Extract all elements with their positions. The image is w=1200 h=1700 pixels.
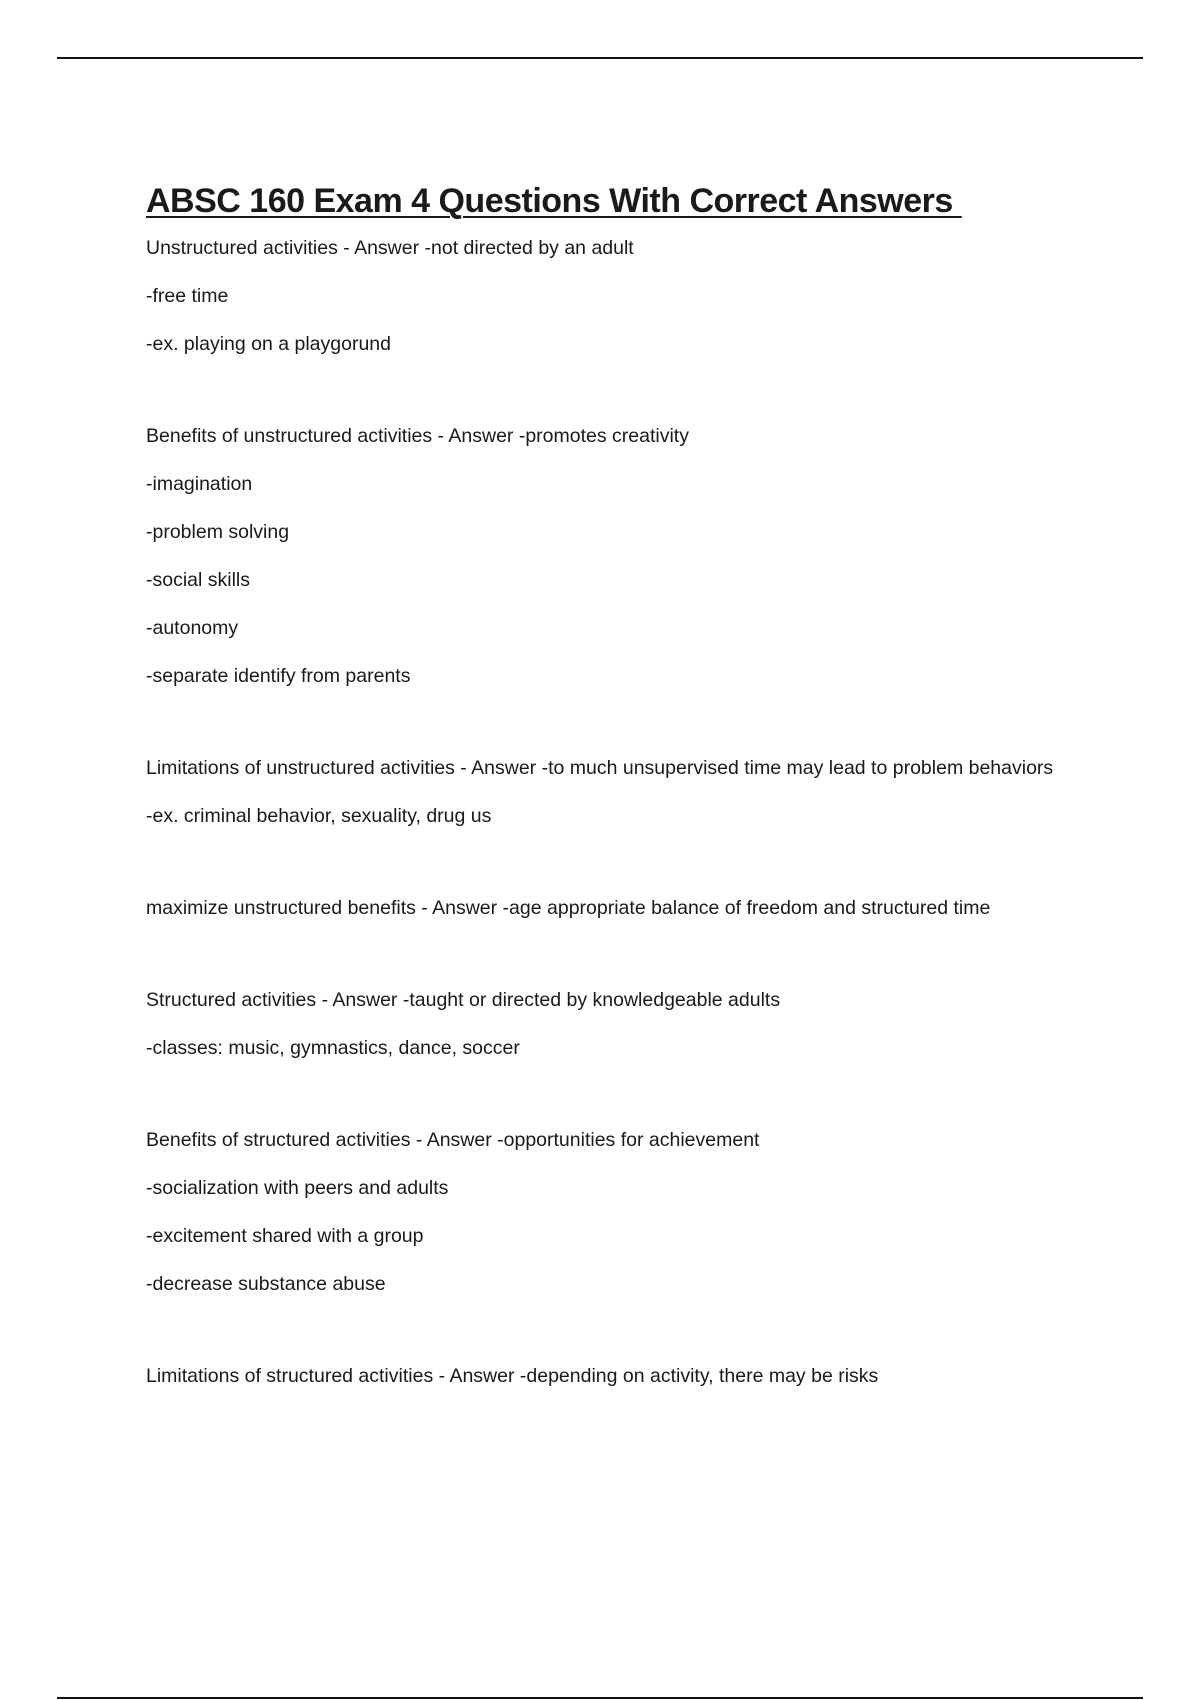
qa-line: -separate identify from parents [146, 665, 411, 687]
qa-line: Benefits of unstructured activities - Answer -promotes creativity [146, 425, 689, 447]
spacer [146, 1082, 1066, 1126]
spacer [146, 850, 1066, 894]
qa-line: -imagination [146, 473, 253, 495]
qa-line: -decrease substance abuse [146, 1273, 386, 1295]
qa-line: -ex. playing on a playgorund [146, 333, 391, 355]
bottom-rule [57, 1697, 1143, 1699]
qa-line: -socialization with peers and adults [146, 1177, 449, 1199]
qa-line: -excitement shared with a group [146, 1225, 424, 1247]
spacer [146, 942, 1066, 986]
qa-item-unstructured-activities [146, 234, 1066, 358]
qa-item-maximize-unstructured [146, 894, 1066, 922]
top-rule [57, 57, 1143, 59]
qa-line: -classes: music, gymnastics, dance, soccer [146, 1037, 520, 1059]
qa-line: -free time [146, 285, 229, 307]
qa-item-benefits-unstructured [146, 422, 1066, 690]
qa-line: Benefits of structured activities - Answer -opportunities for achievement [146, 1129, 760, 1151]
qa-line: maximize unstructured benefits - Answer -age appropriate balance of freedom and structured time [146, 897, 991, 919]
qa-line: -social skills [146, 569, 251, 591]
qa-line: Limitations of structured activities - Answer -depending on activity, there may be risks [146, 1365, 879, 1387]
qa-line: Limitations of unstructured activities - Answer -to much unsupervised time may lead to problem behaviors [146, 757, 1054, 779]
qa-line: -ex. criminal behavior, sexuality, drug us [146, 805, 492, 827]
qa-line: -problem solving [146, 521, 290, 543]
qa-line: -autonomy [146, 617, 239, 639]
qa-item-benefits-structured [146, 1126, 1066, 1298]
qa-line: Unstructured activities - Answer -not directed by an adult [146, 237, 634, 259]
document-body [146, 180, 1066, 1410]
qa-item-limitations-structured [146, 1362, 1066, 1390]
qa-line: Structured activities - Answer -taught or directed by knowledgeable adults [146, 989, 781, 1011]
qa-item-limitations-unstructured [146, 754, 1066, 830]
page-title: ABSC 160 Exam 4 Questions With Correct Answers [146, 182, 962, 220]
qa-item-structured-activities [146, 986, 1066, 1062]
spacer [146, 1318, 1066, 1362]
spacer [146, 378, 1066, 422]
spacer [146, 710, 1066, 754]
